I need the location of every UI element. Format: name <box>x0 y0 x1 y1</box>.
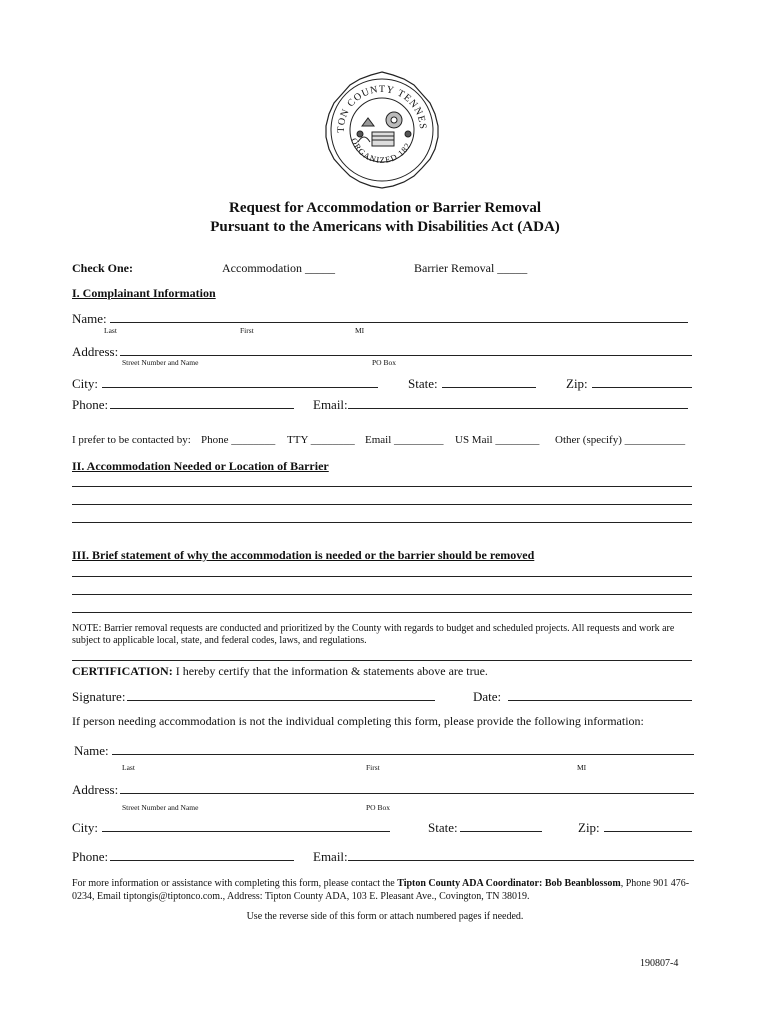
certification-text: I hereby certify that the information & statements above are true. <box>172 664 488 678</box>
other-zip-label: Zip: <box>578 820 600 835</box>
contact-info <box>72 877 694 903</box>
name-label: Name: <box>72 311 107 326</box>
other-email-label: Email: <box>313 849 348 864</box>
address-sub-pobox: PO Box <box>372 358 396 367</box>
other-state-label: State: <box>428 820 458 835</box>
other-name-sub-mi: MI <box>577 763 587 772</box>
section3-heading: III. Brief statement of why the accommodation is needed or the barrier should be removed <box>72 548 535 562</box>
signature-label: Signature: <box>72 689 126 704</box>
name-sub-last: Last <box>104 326 117 335</box>
other-name-sub-last: Last <box>122 763 135 772</box>
address-field[interactable] <box>120 355 692 356</box>
email-field[interactable] <box>348 408 688 409</box>
contact-info-post: , Phone 901 476-0234, Email tiptongis@tiptonco.com., Address: Tipton County ADA, 103 E. Pleasant Ave., Covington, TN 38019. <box>72 878 690 902</box>
zip-field[interactable] <box>592 387 692 388</box>
check-one-label: Check One: <box>72 261 133 275</box>
other-address-label: Address: <box>72 782 119 797</box>
form-title-line2: Pursuant to the Americans with Disabilities Act (ADA) <box>210 219 560 235</box>
contact-opt-tty[interactable]: TTY ________ <box>287 434 355 446</box>
contact-opt-usmail[interactable]: US Mail ________ <box>455 434 540 446</box>
phone-field[interactable] <box>110 408 294 409</box>
other-address-field[interactable] <box>120 793 694 794</box>
other-city-label: City: <box>72 820 99 835</box>
date-label: Date: <box>473 689 502 704</box>
accommodation-option[interactable]: Accommodation _____ <box>222 261 335 275</box>
barrier-removal-option[interactable]: Barrier Removal _____ <box>414 261 528 275</box>
other-name-field[interactable] <box>112 754 694 755</box>
certification-label: CERTIFICATION: <box>72 664 173 678</box>
other-phone-field[interactable] <box>110 860 294 861</box>
form-title-line1: Request for Accommodation or Barrier Removal <box>228 200 542 216</box>
other-phone-label: Phone: <box>72 849 109 864</box>
signature-field[interactable] <box>127 700 435 701</box>
section2-heading: II. Accommodation Needed or Location of Barrier <box>72 459 329 473</box>
state-label: State: <box>408 376 438 391</box>
seal-arc-text: TON COUNTY TENNES <box>335 83 429 133</box>
city-label: City: <box>72 376 99 391</box>
certification-statement <box>72 664 488 679</box>
city-field[interactable] <box>102 387 378 388</box>
address-label: Address: <box>72 344 119 359</box>
reverse-side-note: Use the reverse side of this form or attach numbered pages if needed. <box>246 911 524 922</box>
note-divider <box>72 660 692 661</box>
name-sub-first: First <box>240 326 254 335</box>
name-sub-mi: MI <box>355 326 365 335</box>
section2-line-2[interactable] <box>72 504 692 505</box>
ada-coordinator: Tipton County ADA Coordinator: Bob Beanblossom <box>397 878 621 889</box>
email-label: Email: <box>313 397 348 412</box>
section1-heading: I. Complainant Information <box>72 286 216 300</box>
other-city-field[interactable] <box>102 831 390 832</box>
seal-graphic <box>322 70 442 190</box>
state-field[interactable] <box>442 387 536 388</box>
contact-opt-phone[interactable]: Phone ________ <box>201 434 276 446</box>
section3-line-1[interactable] <box>72 576 692 577</box>
section2-line-1[interactable] <box>72 486 692 487</box>
other-state-field[interactable] <box>460 831 542 832</box>
phone-label: Phone: <box>72 397 109 412</box>
contact-opt-other[interactable]: Other (specify) ___________ <box>555 434 686 446</box>
other-zip-field[interactable] <box>604 831 692 832</box>
contact-info-pre: For more information or assistance with completing this form, please contact the <box>72 878 398 889</box>
address-sub-street: Street Number and Name <box>122 358 199 367</box>
other-address-sub-street: Street Number and Name <box>122 803 199 812</box>
other-person-note: If person needing accommodation is not the individual completing this form, please provide the following information: <box>72 714 644 728</box>
section3-line-2[interactable] <box>72 594 692 595</box>
note-text: NOTE: Barrier removal requests are conducted and prioritized by the County with regards to budget and scheduled projects. All requests and work are subject to applicable local, state, and federal codes, laws, and regulations. <box>72 623 675 646</box>
contact-opt-email[interactable]: Email _________ <box>365 434 444 446</box>
seal-bottom-text: ORGANIZED 182 <box>349 136 413 165</box>
zip-label: Zip: <box>566 376 588 391</box>
other-name-sub-first: First <box>366 763 380 772</box>
name-field[interactable] <box>110 322 688 323</box>
contact-pref-label: I prefer to be contacted by: <box>72 434 191 446</box>
section2-line-3[interactable] <box>72 522 692 523</box>
other-address-sub-pobox: PO Box <box>366 803 390 812</box>
other-email-field[interactable] <box>348 860 694 861</box>
form-number: 190807-4 <box>640 958 679 969</box>
date-field[interactable] <box>508 700 692 701</box>
other-name-label: Name: <box>74 743 109 758</box>
county-seal <box>322 70 442 190</box>
section3-line-3[interactable] <box>72 612 692 613</box>
